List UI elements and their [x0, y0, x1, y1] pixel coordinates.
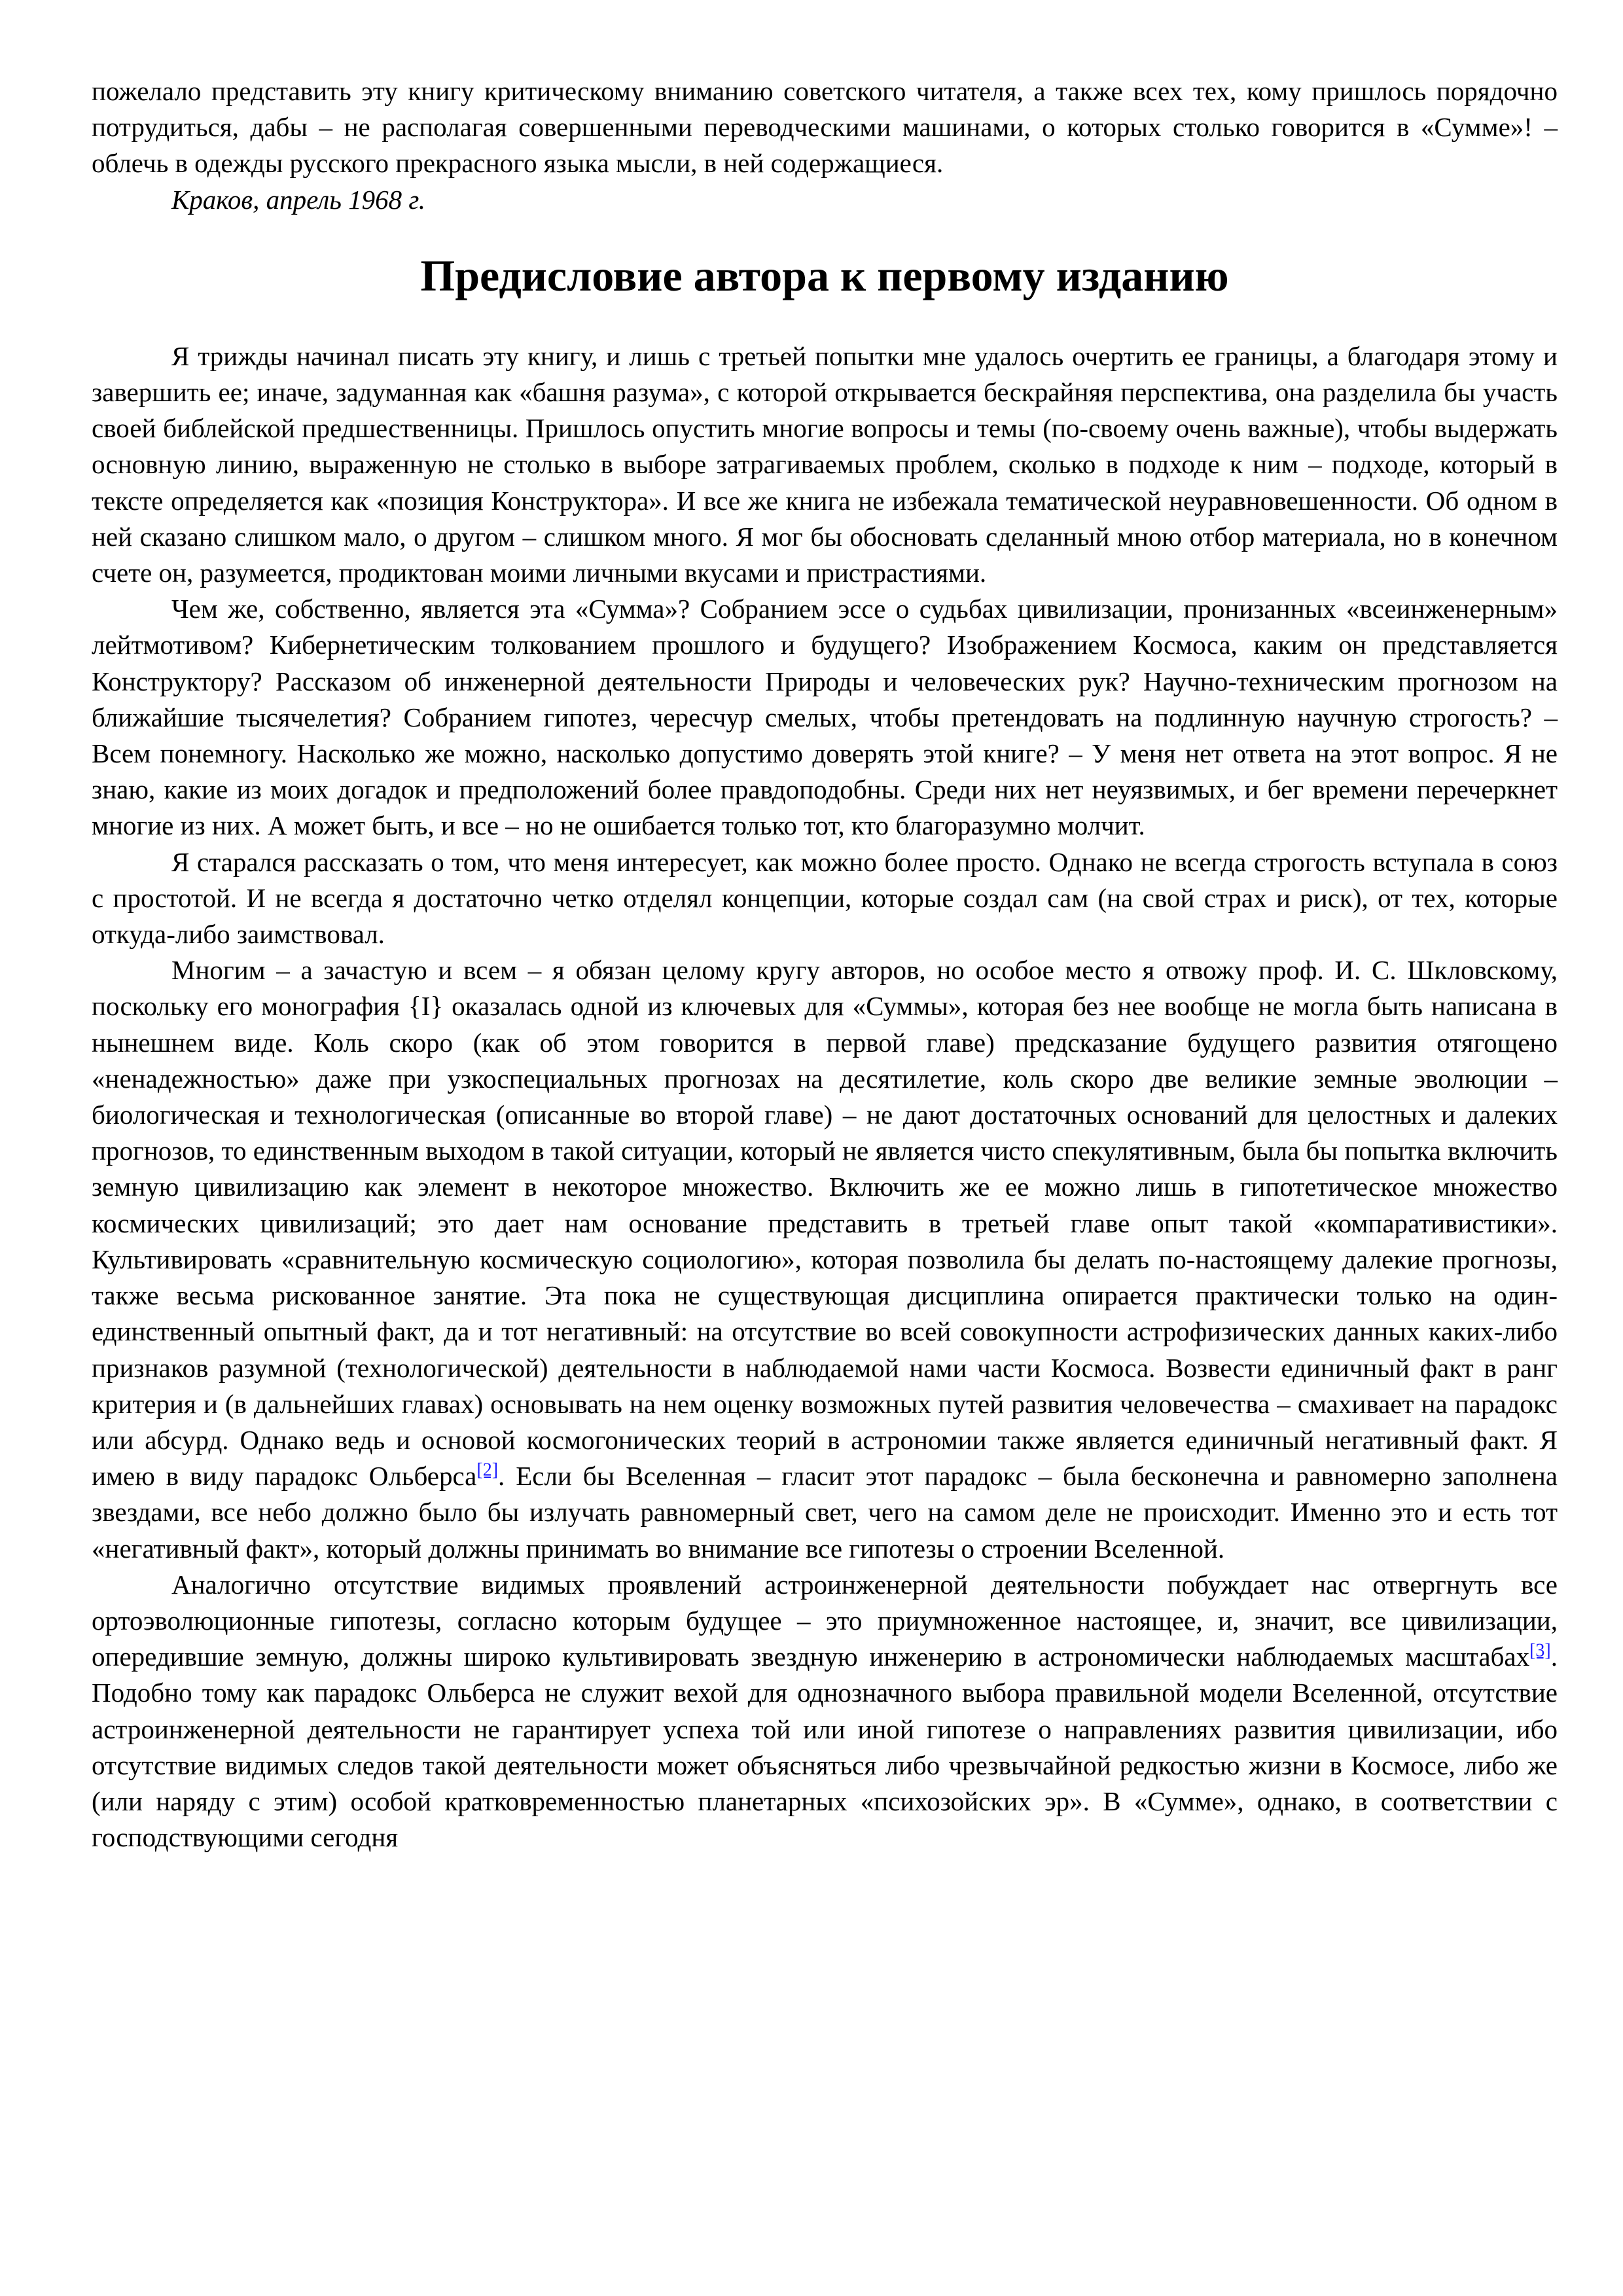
paragraph-4-text-a: Многим – а зачастую и всем – я обязан целому кругу авторов, но особое место я отвожу проф. И. С. Шкловскому, поскольку его монография {I} оказалась одной из ключевых для «Суммы», которая без нее вообще не могла быть написана в нынешнем виде. Коль скоро (как об этом говорится в первой главе) предсказание будущего развития отягощено «ненадежностью» даже при узкоспециальных прогнозах на десятилетие, коль скоро две великие земные эволюции – биологическая и технологическая (описанные во второй главе) – не дают достаточных оснований для целостных и далеких прогнозов, то единственным выходом в такой ситуации, который не является чисто спекулятивным, была бы попытка включить земную цивилизацию как элемент в некоторое множество. Включить же ее можно лишь в гипотетическое множество космических цивилизаций; это дает нам основание представить в третьей главе опыт такой «компаративистики». Культивировать «сравнительную космическую социологию», которая позволила бы делать по-настоящему далекие прогнозы, также весьма рискованное занятие. Эта пока не существующая дисциплина опирается практически только на один-единственный опытный факт, да и тот негативный: на отсутствие во всей совокупности астрофизических данных каких-либо признаков разумной (технологической) деятельности в наблюдаемой нами части Космоса. Возвести единичный факт в ранг критерия и (в дальнейших главах) основывать на нем оценку возможных путей развития человечества – смахивает на парадокс или абсурд. Однако ведь и основой космогонических теорий в астрономии также является единичный негативный факт. Я имею в виду парадокс Ольберса [92, 955, 1558, 1492]
paragraph-5-text-a: Аналогично отсутствие видимых проявлений астроинженерной деятельности побуждает нас отвергнуть все ортоэволюционные гипотезы, согласно которым будущее – это приумноженное настоящее, и, значит, все цивилизации, опередившие земную, должны широко культивировать звездную инженерию в астрономически наблюдаемых масштабах [92, 1569, 1558, 1672]
paragraph-5-text-b: . Подобно тому как парадокс Ольберса не служит вехой для однозначного выбора правильной модели Вселенной, отсутствие астроинженерной деятельности не гарантирует успеха той или иной гипотезе о направлениях развития цивилизации, ибо отсутствие видимых следов такой деятельности может объясняться либо чрезвычайной редкостью жизни в Космосе, либо же (или наряду с этим) особой кратковременностью планетарных «психозойских эр». В «Сумме», однако, в соответствии с господствующими сегодня [92, 1641, 1558, 1853]
paragraph-2: Чем же, собственно, является эта «Сумма»? Собранием эссе о судьбах цивилизации, пронизанных «всеинженерным» лейтмотивом? Кибернетическим толкованием прошлого и будущего? Изображением Космоса, каким он представляется Конструктору? Рассказом об инженерной деятельности Природы и человеческих рук? Научно-техническим прогнозом на ближайшие тысячелетия? Собранием гипотез, чересчур смелых, чтобы претендовать на подлинную научную строгость? – Всем понемногу. Насколько же можно, насколько допустимо доверять этой книге? – У меня нет ответа на этот вопрос. Я не знаю, какие из моих догадок и предположений более правдоподобны. Среди них нет неуязвимых, и бег времени перечеркнет многие из них. А может быть, и все – но не ошибается только тот, кто благоразумно молчит. [92, 594, 1558, 841]
document-page [92, 73, 1558, 1856]
place-date-signature: Краков, апрель 1968 г. [171, 184, 426, 215]
paragraph-5 [92, 1567, 1558, 1856]
paragraph-1: Я трижды начинал писать эту книгу, и лишь с третьей попытки мне удалось очертить ее границы, а благодаря этому и завершить ее; иначе, задуманная как «башня разума», с которой открывается бескрайняя перспектива, она разделила бы участь своей библейской предшественницы. Пришлось опустить многие вопросы и темы (по-своему очень важные), чтобы выдержать основную линию, выраженную не столько в выборе затрагиваемых проблем, сколько в подходе к ним – подходе, который в тексте определяется как «позиция Конструктора». И все же книга не избежала тематической неуравновешенности. Об одном в ней сказано слишком мало, о другом – слишком много. Я мог бы обосновать сделанный мною отбор материала, но в конечном счете он, разумеется, продиктован моими личными вкусами и пристрастиями. [92, 340, 1558, 588]
intro-paragraph: пожелало представить эту книгу критическому вниманию советского читателя, а также всех тех, кому пришлось порядочно потрудиться, дабы – не располагая совершенными переводческими машинами, о которых столько говорится в «Сумме»! – облечь в одежды русского прекрасного языка мысли, в ней содержащиеся. [92, 76, 1558, 179]
footnote-link-2[interactable]: [2] [476, 1460, 499, 1480]
section-heading: Предисловие автора к первому изданию [420, 250, 1229, 300]
footnote-link-3[interactable]: [3] [1529, 1640, 1551, 1661]
paragraph-3: Я старался рассказать о том, что меня интересует, как можно более просто. Однако не всегда строгость вступала в союз с простотой. И не всегда я достаточно четко отделял концепции, которые создал сам (на свой страх и риск), от тех, которые откуда-либо заимствовал. [92, 846, 1558, 950]
paragraph-4 [92, 952, 1558, 1566]
paragraph-4-text-b: . Если бы Вселенная – гласит этот парадокс – была бесконечна и равномерно заполнена звездами, все небо должно было бы излучать равномерный свет, чего на самом деле не происходит. Именно это и есть тот «негативный факт», который должны принимать во внимание все гипотезы о строении Вселенной. [92, 1461, 1558, 1564]
